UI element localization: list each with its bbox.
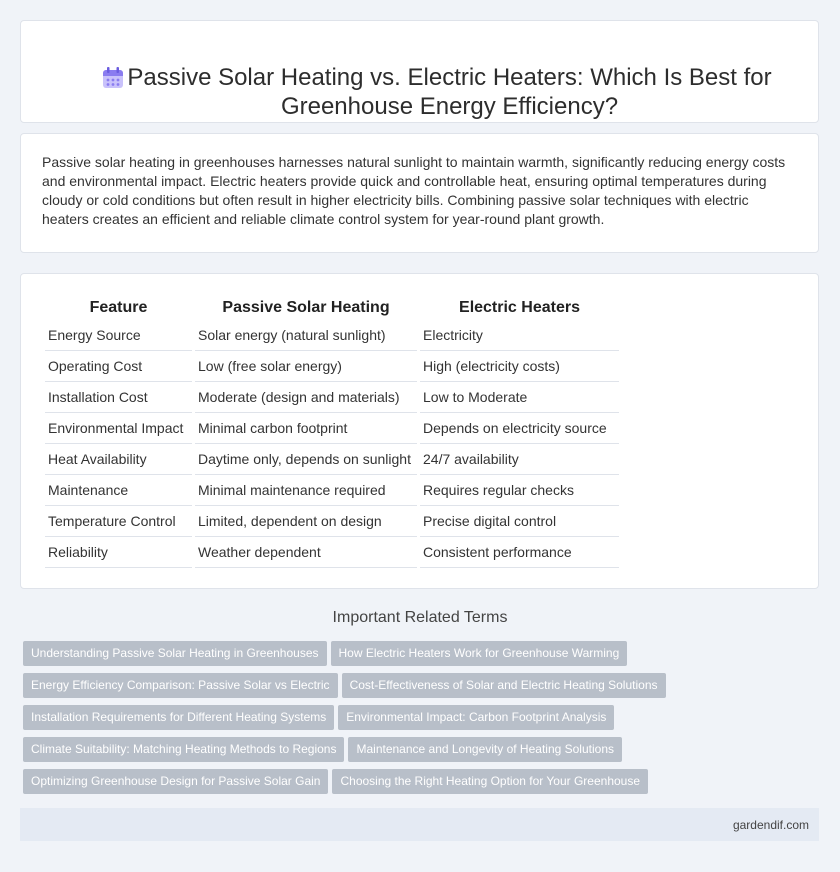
tag-row bbox=[23, 641, 803, 673]
table-row bbox=[45, 506, 619, 537]
cell-feature: Heat Availability bbox=[45, 444, 192, 475]
related-term-tag[interactable]: Optimizing Greenhouse Design for Passive Solar Gain bbox=[23, 769, 328, 794]
cell-passive-solar: Minimal maintenance required bbox=[195, 475, 417, 506]
table-header-row bbox=[45, 296, 619, 320]
cell-passive-solar: Limited, dependent on design bbox=[195, 506, 417, 537]
cell-feature: Installation Cost bbox=[45, 382, 192, 413]
cell-feature: Environmental Impact bbox=[45, 413, 192, 444]
related-term-tag[interactable]: Energy Efficiency Comparison: Passive Solar vs Electric bbox=[23, 673, 338, 698]
related-terms-list bbox=[23, 641, 803, 801]
cell-feature: Reliability bbox=[45, 537, 192, 568]
title-card bbox=[20, 20, 819, 123]
cell-feature: Operating Cost bbox=[45, 351, 192, 382]
table-row bbox=[45, 537, 619, 568]
cell-passive-solar: Moderate (design and materials) bbox=[195, 382, 417, 413]
tag-row bbox=[23, 673, 803, 705]
comparison-card bbox=[20, 273, 819, 589]
related-term-tag[interactable]: Maintenance and Longevity of Heating Solutions bbox=[348, 737, 622, 762]
related-term-tag[interactable]: Installation Requirements for Different Heating Systems bbox=[23, 705, 334, 730]
table-row bbox=[45, 382, 619, 413]
tag-row bbox=[23, 705, 803, 737]
cell-passive-solar: Low (free solar energy) bbox=[195, 351, 417, 382]
header-electric: Electric Heaters bbox=[459, 299, 580, 316]
comparison-table bbox=[42, 296, 622, 568]
cell-passive-solar: Daytime only, depends on sunlight bbox=[195, 444, 417, 475]
cell-feature: Energy Source bbox=[45, 320, 192, 351]
header-passive-solar: Passive Solar Heating bbox=[222, 299, 390, 316]
related-term-tag[interactable]: How Electric Heaters Work for Greenhouse Warming bbox=[331, 641, 628, 666]
cell-feature: Temperature Control bbox=[45, 506, 192, 537]
table-row bbox=[45, 320, 619, 351]
intro-paragraph: Passive solar heating in greenhouses harnesses natural sunlight to maintain warmth, significantly reducing energy costs and environmental impact. Electric heaters provide quick and controllable heat, ensuring optimal temperatures during cloudy or cold conditions but often result in higher electricity bills. Combining passive solar techniques with electric heaters creates an efficient and reliable climate control system for year-round plant growth. bbox=[42, 154, 786, 227]
page-title: Passive Solar Heating vs. Electric Heaters: Which Is Best for Greenhouse Energy Efficiency? bbox=[127, 64, 772, 120]
cell-passive-solar: Weather dependent bbox=[195, 537, 417, 568]
cell-electric: High (electricity costs) bbox=[420, 351, 619, 382]
cell-electric: Depends on electricity source bbox=[420, 413, 619, 444]
related-term-tag[interactable]: Climate Suitability: Matching Heating Methods to Regions bbox=[23, 737, 344, 762]
related-term-tag[interactable]: Understanding Passive Solar Heating in Greenhouses bbox=[23, 641, 327, 666]
intro-card bbox=[20, 133, 819, 253]
footer-site: gardendif.com bbox=[732, 818, 809, 832]
cell-passive-solar: Solar energy (natural sunlight) bbox=[195, 320, 417, 351]
cell-electric: Consistent performance bbox=[420, 537, 619, 568]
tag-row bbox=[23, 737, 803, 769]
tag-row bbox=[23, 769, 803, 801]
table-row bbox=[45, 475, 619, 506]
related-terms-title: Important Related Terms bbox=[332, 609, 508, 626]
related-term-tag[interactable]: Choosing the Right Heating Option for Your Greenhouse bbox=[332, 769, 648, 794]
header-feature: Feature bbox=[89, 299, 148, 316]
table-row bbox=[45, 351, 619, 382]
cell-electric: Low to Moderate bbox=[420, 382, 619, 413]
cell-electric: 24/7 availability bbox=[420, 444, 619, 475]
cell-electric: Requires regular checks bbox=[420, 475, 619, 506]
related-term-tag[interactable]: Cost-Effectiveness of Solar and Electric Heating Solutions bbox=[342, 673, 666, 698]
table-row bbox=[45, 413, 619, 444]
cell-passive-solar: Minimal carbon footprint bbox=[195, 413, 417, 444]
cell-feature: Maintenance bbox=[45, 475, 192, 506]
cell-electric: Precise digital control bbox=[420, 506, 619, 537]
related-term-tag[interactable]: Environmental Impact: Carbon Footprint Analysis bbox=[338, 705, 614, 730]
cell-electric: Electricity bbox=[420, 320, 619, 351]
table-row bbox=[45, 444, 619, 475]
footer bbox=[20, 808, 819, 841]
